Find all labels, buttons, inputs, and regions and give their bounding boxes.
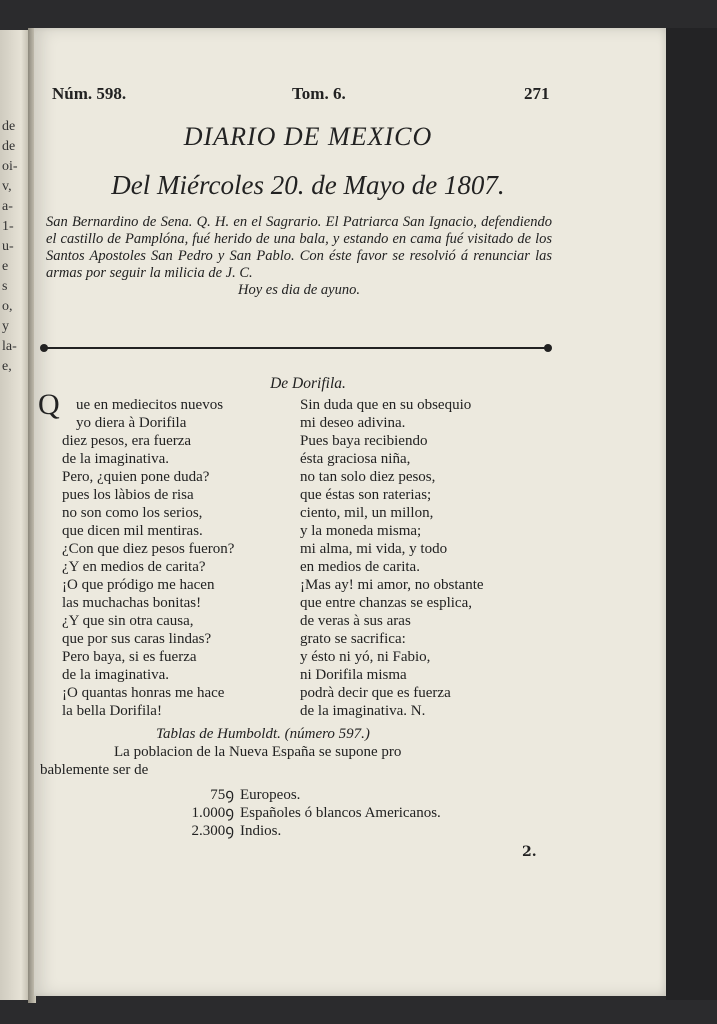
population-label: Españoles ó blancos Americanos. [240, 805, 441, 821]
adjacent-page-fragment: e, [2, 359, 12, 374]
tome-number: Tom. 6. [292, 84, 346, 103]
poem-line: ue en mediecitos nuevos [76, 397, 224, 413]
poem-line: no son como los serios, [62, 505, 203, 521]
poem-line: que entre chanzas se esplica, [300, 595, 472, 611]
poem-dropcap: Q [38, 388, 60, 421]
population-label: Indios. [240, 823, 282, 839]
adjacent-page-fragment: o, [2, 299, 13, 314]
page-number: 271 [524, 84, 550, 103]
poem-line: ciento, mil, un millon, [300, 505, 434, 521]
poem-line: no tan solo diez pesos, [300, 469, 436, 485]
adjacent-page-fragment: la- [2, 339, 17, 354]
tablas-title: Tablas de Humboldt. (número 597.) [156, 726, 370, 742]
population-value: 75ꝯ [210, 787, 234, 803]
population-value: 1.000ꝯ [191, 805, 234, 821]
poem-line: ¿Y en medios de carita? [62, 559, 206, 575]
poem-line: que por sus caras lindas? [62, 631, 212, 647]
poem-line: Sin duda que en su obsequio [300, 397, 472, 413]
adjacent-page-fragment: y [2, 319, 9, 334]
poem-right-column [300, 396, 484, 720]
poem-line: ¿Y que sin otra causa, [62, 613, 194, 629]
adjacent-page-fragment: u- [2, 239, 14, 254]
adjacent-page-fragment: de [2, 119, 16, 134]
adjacent-page-fragment: de [2, 139, 16, 154]
poem-line: Pero baya, si es fuerza [62, 649, 197, 665]
poem-line: ¡O quantas honras me hace [62, 685, 225, 701]
poem-line: de la imaginativa. N. [300, 703, 426, 719]
adjacent-page-fragment: s [2, 279, 8, 294]
poem-line: ¡Mas ay! mi amor, no obstante [300, 577, 484, 593]
population-row [164, 784, 300, 804]
adjacent-page-fragment: v, [2, 179, 12, 194]
poem-line: mi alma, mi vida, y todo [300, 541, 448, 557]
poem-line: y la moneda misma; [300, 523, 422, 539]
poem-line: y ésto ni yó, ni Fabio, [300, 649, 431, 665]
saint-notice-text: San Bernardino de Sena. Q. H. en el Sagrario. El Patriarca San Ignacio, defendiendo el castillo de Pamplóna, fué herido de una bala, y estando en cama fué visitado de los Santos Apostoles San Pedro y San Pablo. Con éste favor se resolvió á renunciar las armas por seguir la milicia de J. C. [46, 214, 552, 281]
poem-line: que éstas son raterias; [300, 487, 432, 503]
adjacent-page-fragment: 1- [2, 219, 14, 234]
poem-line: ni Dorifila misma [300, 667, 407, 683]
population-row [164, 802, 441, 822]
poem-line: grato se sacrifica: [300, 631, 406, 647]
saint-of-day-notice [46, 214, 552, 299]
poem-line: ¿Con que diez pesos fueron? [62, 541, 235, 557]
poem-line: ¡O que pródigo me hacen [62, 577, 215, 593]
poem-title: De Dorifila. [270, 375, 346, 392]
poem-line: podrà decir que es fuerza [300, 685, 451, 701]
issue-number: Núm. 598. [52, 84, 127, 103]
adjacent-page-edge [0, 30, 30, 1000]
poem-line: ésta graciosa niña, [300, 451, 411, 467]
poem-left-column [62, 396, 234, 720]
poem-line: mi deseo adivina. [300, 415, 406, 431]
section-divider [42, 347, 550, 349]
poem-line: de veras à sus aras [300, 613, 411, 629]
population-label: Europeos. [240, 787, 301, 803]
issue-date: Del Miércoles 20. de Mayo de 1807. [111, 170, 505, 200]
poem-line: de la imaginativa. [62, 667, 170, 683]
poem-line: en medios de carita. [300, 559, 420, 575]
poem-line: pues los làbios de risa [62, 487, 194, 503]
poem-line: diez pesos, era fuerza [62, 433, 192, 449]
fast-notice: Hoy es dia de ayuno. [237, 282, 360, 298]
poem-line: que dicen mil mentiras. [62, 523, 203, 539]
masthead-title: DIARIO DE MEXICO [183, 122, 433, 151]
tablas-line-2: bablemente ser de [40, 762, 149, 778]
page-signature: 2. [522, 844, 537, 860]
tablas-line-1: La poblacion de la Nueva España se supone pro [114, 744, 402, 760]
adjacent-page-fragment: e [2, 259, 9, 274]
adjacent-page-fragment: a- [2, 199, 13, 214]
background-edge [666, 28, 717, 1000]
poem-line: la bella Dorifila! [62, 703, 162, 719]
poem-line: las muchachas bonitas! [62, 595, 202, 611]
population-value: 2.300ꝯ [191, 823, 234, 839]
adjacent-page-fragment: oi- [2, 159, 18, 174]
poem-line: yo diera à Dorifila [76, 415, 187, 431]
poem-line: Pero, ¿quien pone duda? [62, 469, 210, 485]
poem-line: de la imaginativa. [62, 451, 170, 467]
poem-line: Pues baya recibiendo [300, 433, 428, 449]
newspaper-page [34, 28, 666, 996]
population-row [164, 820, 281, 840]
